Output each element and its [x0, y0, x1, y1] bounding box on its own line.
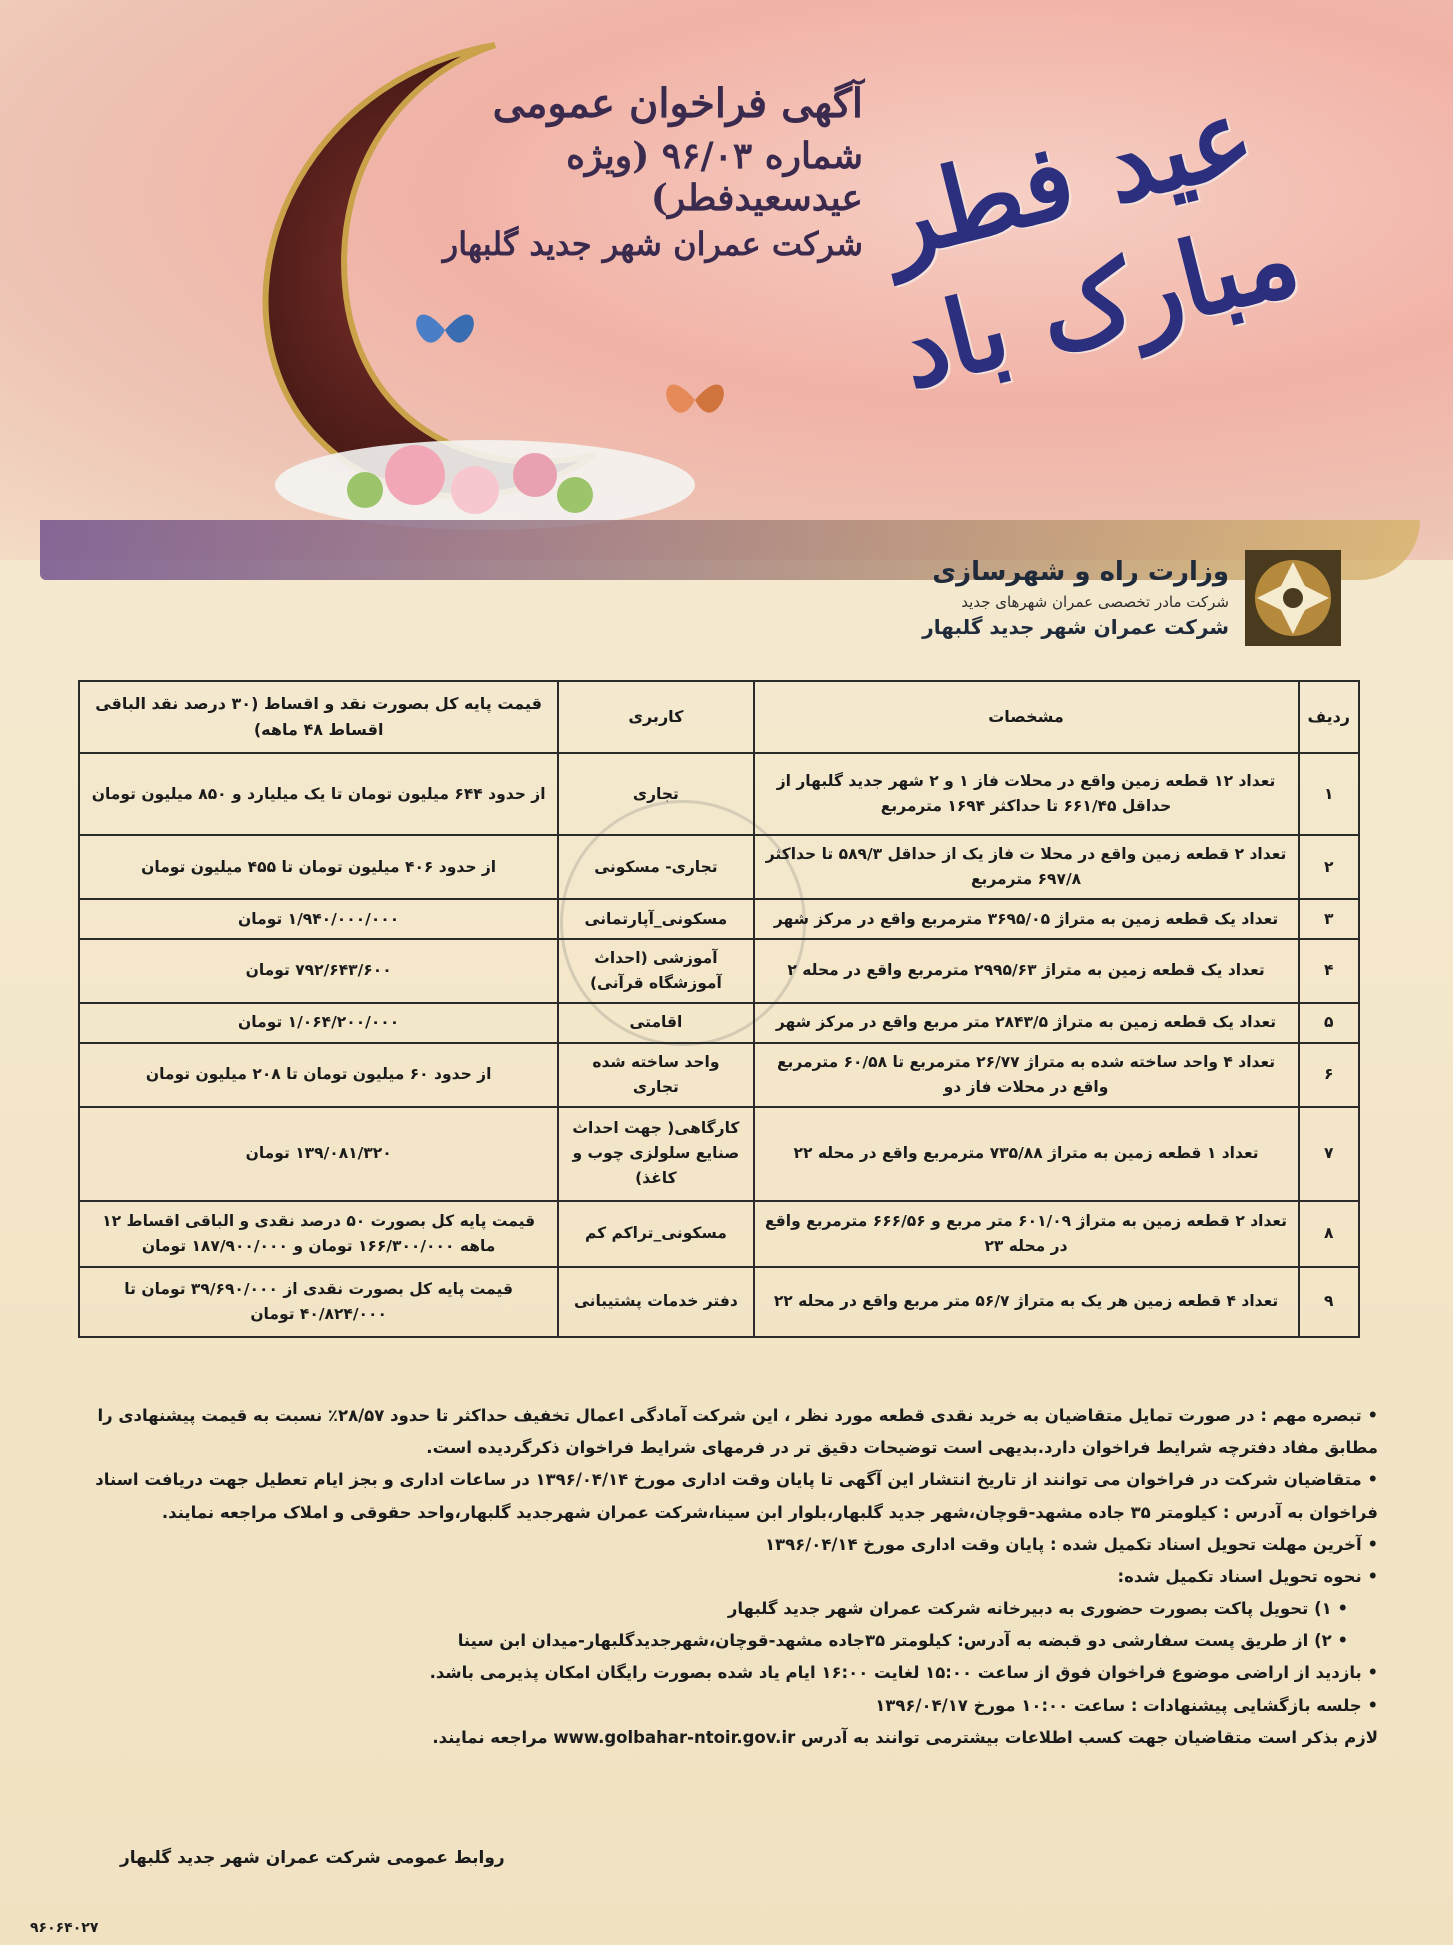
ministry-name: وزارت راه و شهرسازی — [932, 557, 1229, 587]
ad-company: شرکت عمران شهر جدید گلبهار — [442, 225, 863, 263]
company-name: شرکت عمران شهر جدید گلبهار — [922, 615, 1229, 639]
cell-row-number: ۹ — [1299, 1267, 1359, 1337]
table-row — [79, 1201, 1359, 1267]
ad-code: ۹۶۰۶۴۰۲۷ — [30, 1920, 99, 1936]
table-row — [79, 835, 1359, 899]
cell-price: از حدود ۶۴۴ میلیون تومان تا یک میلیارد و ۸۵۰ میلیون تومان — [79, 753, 558, 835]
cell-spec: تعداد ۴ قطعه زمین هر یک به متراژ ۵۶/۷ متر مربع واقع در محله ۲۲ — [754, 1267, 1299, 1337]
butterfly-icon — [410, 300, 480, 360]
butterfly-icon-2 — [660, 370, 730, 430]
footer-signature: روابط عمومی شرکت عمران شهر جدید گلبهار — [120, 1848, 505, 1868]
note-documents: • متقاضیان شرکت در فراخوان می توانند از تاریخ انتشار این آگهی تا پایان وقت اداری مورخ ۱۳۹۶/۰۴/۱۴ در ساعات اداری و بجز ایام تعطیل جهت دریافت اسناد فراخوان به آدرس : کیلومتر ۳۵ جاده مشهد-قوچان،شهر جدید گلبهار،بلوار ابن سینا،شرکت عمران شهرجدید گلبهار،واحد حقوقی و املاک مراجعه نمایند. — [95, 1470, 1378, 1522]
cell-row-number: ۶ — [1299, 1043, 1359, 1107]
announcement-title-block — [343, 80, 863, 263]
eid-greeting: عید فطر مبارک باد — [869, 72, 1311, 413]
cell-spec: تعداد ۱۲ قطعه زمین واقع در محلات فاز ۱ و ۲ شهر جدید گلبهار از حداقل ۶۶۱/۴۵ تا حداکثر ۱۶۹۴ مترمربع — [754, 753, 1299, 835]
table-row — [79, 1043, 1359, 1107]
table-header-row — [79, 681, 1359, 753]
note-discount: • تبصره مهم : در صورت تمایل متقاضیان به خرید نقدی قطعه مورد نظر ، این شرکت آمادگی اعمال تخفیف حداکثر تا حدود ۲۸/۵۷٪ نسبت به قیمت پیشنهادی را مطابق مفاد دفترچه شرایط فراخوان دارد.بدیهی است توضیحات دقیق تر در فرمهای شرایط فراخوان ذکرگردیده است. — [97, 1406, 1378, 1458]
cell-spec: تعداد ۴ واحد ساخته شده به متراژ ۲۶/۷۷ مترمربع تا ۶۰/۵۸ مترمربع واقع در محلات فاز دو — [754, 1043, 1299, 1107]
cell-row-number: ۴ — [1299, 939, 1359, 1003]
ministry-logo-icon — [1243, 548, 1343, 648]
cell-row-number: ۵ — [1299, 1003, 1359, 1043]
note-deadline: • آخرین مهلت تحویل اسناد تکمیل شده : پایان وقت اداری مورخ ۱۳۹۶/۰۴/۱۴ — [764, 1534, 1378, 1554]
cell-use: تجاری — [558, 753, 753, 835]
cell-use: اقامتی — [558, 1003, 753, 1043]
cell-spec: تعداد یک قطعه زمین به متراژ ۳۶۹۵/۰۵ مترمربع واقع در مرکز شهر — [754, 899, 1299, 939]
cell-row-number: ۷ — [1299, 1107, 1359, 1201]
cell-price: ۷۹۲/۶۴۳/۶۰۰ تومان — [79, 939, 558, 1003]
note-opening: • جلسه بازگشایی پیشنهادات : ساعت ۱۰:۰۰ مورخ ۱۳۹۶/۰۴/۱۷ — [875, 1695, 1378, 1715]
cell-price: ۱/۹۴۰/۰۰۰/۰۰۰ تومان — [79, 899, 558, 939]
cell-price: قیمت پایه کل بصورت نقدی از ۳۹/۶۹۰/۰۰۰ تومان تا ۴۰/۸۲۴/۰۰۰ تومان — [79, 1267, 558, 1337]
table-row — [79, 939, 1359, 1003]
cell-spec: تعداد ۲ قطعه زمین به متراژ ۶۰۱/۰۹ متر مربع و ۶۶۶/۵۶ مترمربع واقع در محله ۲۳ — [754, 1201, 1299, 1267]
table-row — [79, 1107, 1359, 1201]
note-delivery-1: • ۱) تحویل پاکت بصورت حضوری به دبیرخانه شرکت عمران شهر جدید گلبهار — [727, 1599, 1348, 1619]
header-use: کاربری — [558, 681, 753, 753]
cell-row-number: ۳ — [1299, 899, 1359, 939]
organization-header — [922, 548, 1343, 648]
header-row-number: ردیف — [1299, 681, 1359, 753]
cell-spec: تعداد یک قطعه زمین به متراژ ۲۸۴۳/۵ متر مربع واقع در مرکز شهر — [754, 1003, 1299, 1043]
table-row — [79, 899, 1359, 939]
cell-use: کارگاهی( جهت احداث صنایع سلولزی چوب و کاغذ) — [558, 1107, 753, 1201]
holiday-banner — [0, 0, 1453, 560]
cell-use: دفتر خدمات پشتیبانی — [558, 1267, 753, 1337]
note-delivery-2: • ۲) از طریق پست سفارشی دو قبضه به آدرس: کیلومتر ۳۵جاده مشهد-قوچان،شهرجدیدگلبهار-میدان ابن سینا — [457, 1631, 1348, 1651]
header-spec: مشخصات — [754, 681, 1299, 753]
cell-row-number: ۲ — [1299, 835, 1359, 899]
cell-price: از حدود ۶۰ میلیون تومان تا ۲۰۸ میلیون تومان — [79, 1043, 558, 1107]
cell-use: مسکونی_تراکم کم — [558, 1201, 753, 1267]
cell-price: ۱۳۹/۰۸۱/۳۲۰ تومان — [79, 1107, 558, 1201]
cell-use: آموزشی (احداث آموزشگاه قرآنی) — [558, 939, 753, 1003]
cell-use: واحد ساخته شده تجاری — [558, 1043, 753, 1107]
cell-spec: تعداد ۱ قطعه زمین به متراژ ۷۳۵/۸۸ مترمربع واقع در محله ۲۲ — [754, 1107, 1299, 1201]
cell-use: تجاری- مسکونی — [558, 835, 753, 899]
website-outro: مراجعه نمایند. — [432, 1727, 548, 1747]
cell-use: مسکونی_آپارتمانی — [558, 899, 753, 939]
listing-table — [78, 680, 1360, 1338]
cell-price: قیمت پایه کل بصورت ۵۰ درصد نقدی و الباقی اقساط ۱۲ ماهه ۱۶۶/۳۰۰/۰۰۰ تومان و ۱۸۷/۹۰۰/۰۰۰ تومان — [79, 1201, 558, 1267]
ad-title: آگهی فراخوان عمومی — [492, 80, 863, 127]
table-row — [79, 1267, 1359, 1337]
cell-row-number: ۱ — [1299, 753, 1359, 835]
website-link[interactable]: www.golbahar-ntoir.gov.ir — [553, 1727, 796, 1747]
website-intro: لازم بذکر است متقاضیان جهت کسب اطلاعات بیشترمی توانند به آدرس — [801, 1727, 1378, 1747]
note-delivery-method: • نحوه تحویل اسناد تکمیل شده: — [1117, 1566, 1378, 1586]
header-price: قیمت پایه کل بصورت نقد و اقساط (۳۰ درصد نقد الباقی اقساط ۴۸ ماهه) — [79, 681, 558, 753]
table-row — [79, 753, 1359, 835]
note-visit: • بازدید از اراضی موضوع فراخوان فوق از ساعت ۱۵:۰۰ لغایت ۱۶:۰۰ ایام یاد شده بصورت رایگان امکان پذیرمی باشد. — [429, 1663, 1378, 1683]
cell-row-number: ۸ — [1299, 1201, 1359, 1267]
note-website — [68, 1722, 1378, 1754]
cell-spec: تعداد ۲ قطعه زمین واقع در محلا ت فاز یک از حداقل ۵۸۹/۳ تا حداکثر ۶۹۷/۸ مترمربع — [754, 835, 1299, 899]
table-row — [79, 1003, 1359, 1043]
notes-section — [68, 1400, 1378, 1754]
cell-price: از حدود ۴۰۶ میلیون تومان تا ۴۵۵ میلیون تومان — [79, 835, 558, 899]
ad-number: شماره ۹۶/۰۳ (ویژه عیدسعیدفطر) — [566, 135, 863, 219]
cell-spec: تعداد یک قطعه زمین به متراژ ۲۹۹۵/۶۳ مترمربع واقع در محله ۲ — [754, 939, 1299, 1003]
cell-price: ۱/۰۶۴/۲۰۰/۰۰۰ تومان — [79, 1003, 558, 1043]
parent-company: شرکت مادر تخصصی عمران شهرهای جدید — [961, 593, 1229, 611]
